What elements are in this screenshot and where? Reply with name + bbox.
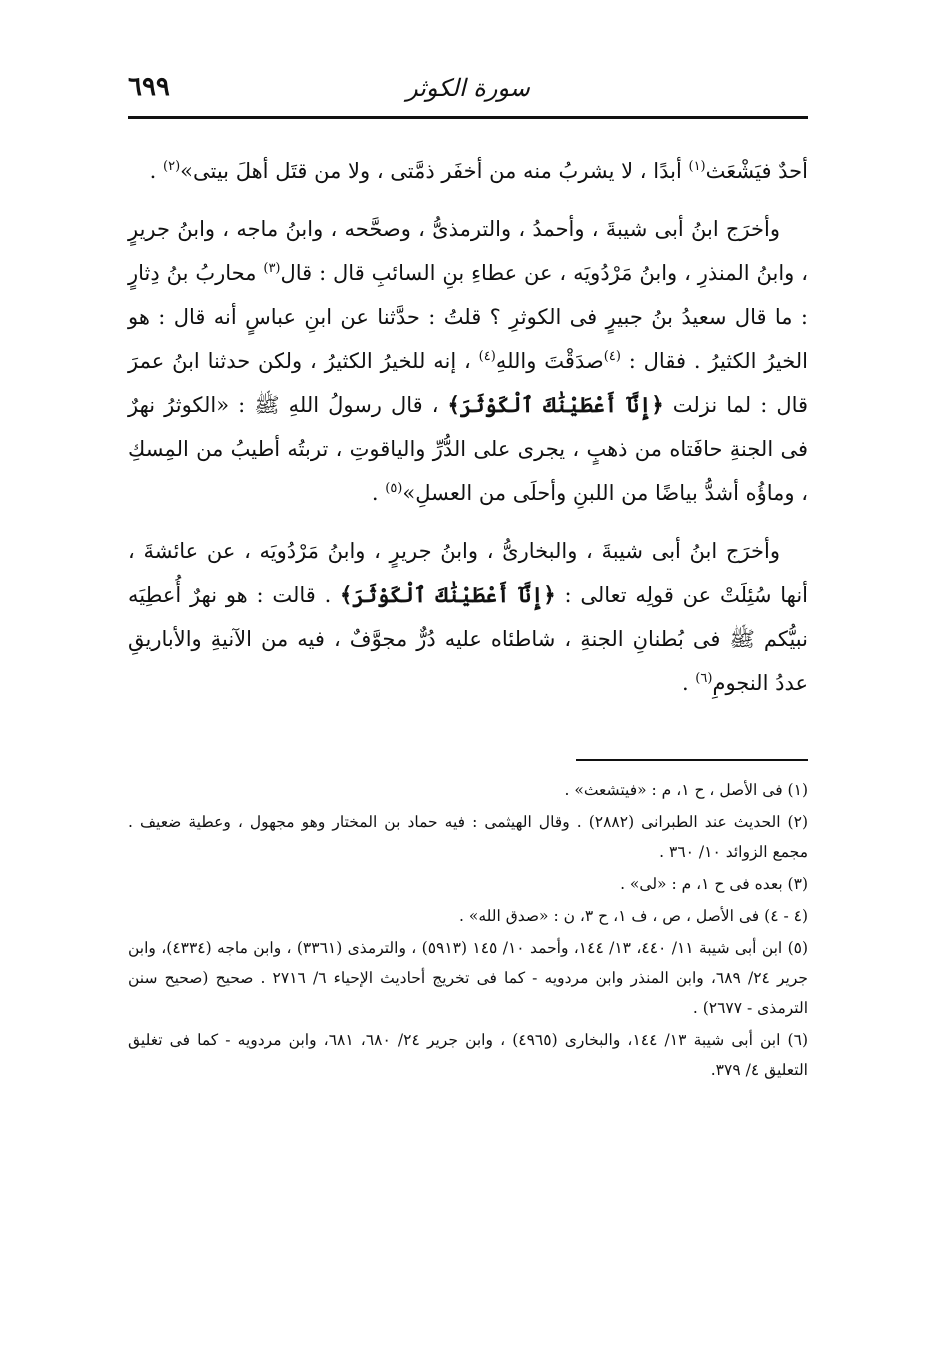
text-run: أحدٌ فيَشْعَث [705,159,808,183]
main-text [128,149,808,705]
text-run: صدَقْتَ واللهِ [495,349,604,373]
footnote-separator [576,759,808,761]
footnote-ref-5: (٥) [385,481,403,496]
footnote-3: (٣) بعده فى ح ١، م : «لى» . [620,875,808,893]
footnote-6: (٦) ابن أبى شيبة ١٣/ ١٤٤، والبخارى (٤٩٦٥) ، وابن جرير ٢٤/ ٦٨٠، ٦٨١، وابن مردويه - كما فى تغليق التعليق ٤/ ٣٧٩. [128,1031,808,1079]
running-title: سورة الكوثر [406,74,530,102]
page-number: ٦٩٩ [128,72,170,102]
paragraph-2 [128,207,808,515]
text-run: . قالت : هو نهرٌ أُعطِيَه نبيُّكم ﷺ فى بُطنانِ الجنةِ ، شاطئاه عليه دُرٌّ مجوَّفٌ ، فيه من الآنيةِ والأباريقِ عددُ النجومِ [128,583,808,695]
footnote-separator-wrap [128,719,808,775]
quran-verse: ﴿إِنَّآ أَعْطَيْنَٰكَ ٱلْكَوْثَرَ﴾ [340,582,556,607]
footnote-ref-3: (٣) [263,261,281,276]
text-run: . [681,671,696,695]
footnote-1: (١) فى الأصل ، ح ١، م : «فيتشعث» . [564,781,808,799]
paragraph-3 [128,529,808,705]
book-page [128,60,808,1300]
footnotes [128,775,808,1085]
text-run: وأخرَج ابنُ أبى شيبةَ ، وأحمدُ ، والترمذىُّ ، وصحَّحه ، وابنُ ماجه ، وابنُ جريرٍ ، وابنُ المنذرِ ، وابنُ مَرْدُويَه ، عن عطاءِ بنِ السائبِ قال : قال [128,217,808,285]
text-run: ، قال رسولُ اللهِ ﷺ : «الكوثرُ نهرٌ فى الجنةِ حافَتاه من ذهبٍ ، يجرى على الدُّرِّ والياقوتِ ، تربتُه أطيبُ من المِسكِ ، وماؤُه أشدُّ بياضًا من اللبنِ وأحلَى من العسلِ» [128,393,808,505]
text-run: . [371,481,386,505]
text-run: وأخرَج ابنُ أبى شيبةَ ، والبخارىُّ ، وابنُ جريرٍ ، وابنُ مَرْدُويَه ، عن عائشةَ ، أنها سُئِلَتْ عن قولِه تعالى : [128,539,808,607]
footnote-ref-1: (١) [688,159,706,174]
paragraph-1 [128,149,808,193]
text-run: أبدًا ، لا يشربُ منه من أخفَر ذمَّتى ، ولا من قتَل أهلَ بيتى» [180,159,689,183]
footnote-ref-4-end: (٤) [478,349,496,364]
footnote-ref-2: (٢) [163,159,181,174]
text-run: ، إنه للخيرُ الكثيرُ ، ولكن حدثنا ابنُ عمرَ قال : لما نزلت [128,349,809,417]
text-run: . [149,159,164,183]
quran-verse: ﴿إِنَّآ أَعْطَيْنَٰكَ ٱلْكَوْثَرَ﴾ [447,392,664,417]
page-header [128,60,808,119]
footnote-5: (٥) ابن أبى شيبة ١١/ ٤٤٠، ١٣/ ١٤٤، وأحمد ١٠/ ١٤٥ (٥٩١٣) ، والترمذى (٣٣٦١) ، وابن ماجه (٤٣٣٤)، وابن جرير ٢٤/ ٦٨٩، وابن المنذر وابن مردويه - كما فى تخريج أحاديث الإحياء ٦/ ٢٧١٦ . صحيح (صحيح سنن الترمذى - ٢٦٧٧) . [128,939,809,1017]
footnote-ref-6: (٦) [695,671,713,686]
footnote-2: (٢) الحديث عند الطبرانى (٢٨٨٢) . وقال الهيثمى : فيه حماد بن المختار وهو مجهول ، وعطية ضعيف . مجمع الزوائد ١٠/ ٣٦٠ . [128,813,808,861]
footnote-4: (٤ - ٤) فى الأصل ، ص ، ف ١، ح ٣، ن : «صدق الله» . [458,907,808,925]
footnote-ref-4-start: (٤) [603,349,621,364]
text-run: محاربُ بنُ دِثارٍ : ما قال سعيدُ بنُ جبيرٍ فى الكوثرِ ؟ قلتُ : حدَّثنا عن ابنِ عباسٍ أنه قال : هو الخيرُ الكثيرُ . فقال : [128,261,809,373]
